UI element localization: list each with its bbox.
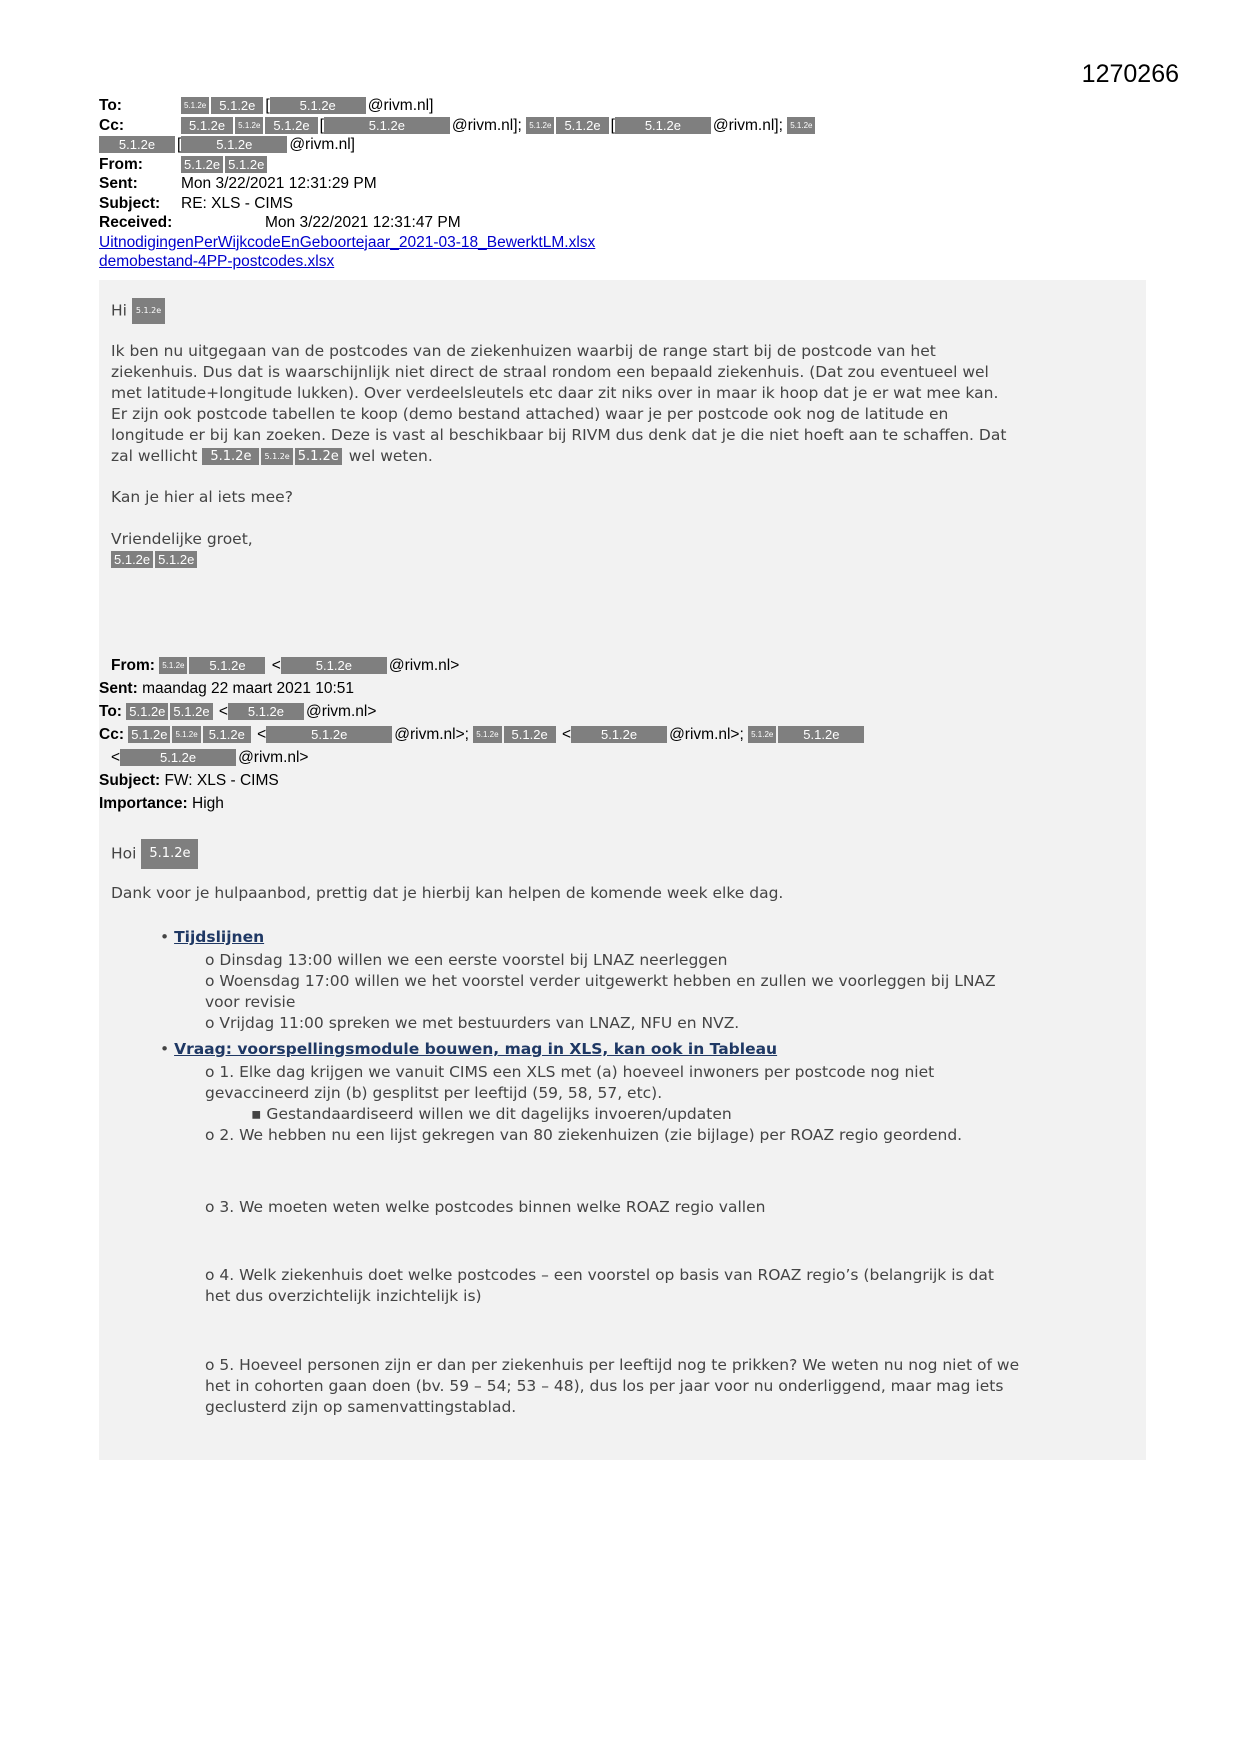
redaction: 5.1.2e [295,448,342,465]
bullet-title: Vraag: voorspellingsmodule bouwen, mag in XLS, kan ook in Tableau [174,1040,778,1058]
document-id: 1270266 [1081,60,1179,88]
redaction: 5.1.2e [211,97,263,114]
forwarded-header [99,654,1139,815]
subject-label: Subject: [99,194,161,212]
redaction: 5.1.2e [261,448,292,465]
email-domain: @rivm.nl>; [669,726,744,743]
redaction: 5.1.2e [324,117,450,134]
redaction: 5.1.2e [189,657,265,674]
attachment-link-1[interactable]: UitnodigingenPerWijkcodeEnGeboortejaar_2021-03-18_BewerktLM.xlsx [99,233,596,251]
redaction: 5.1.2e [203,726,251,743]
attachment-row [99,252,1099,272]
cc-row: Cc: 5.1.2e 5.1.2e 5.1.2e [ 5.1.2e @rivm.nl]; 5.1.2e 5.1.2e [ 5.1.2e @rivm.nl]; 5.1.2e [99,116,1099,136]
redaction: 5.1.2e [111,551,153,568]
attachment-row [99,233,1099,253]
email-domain: @rivm.nl>; [394,726,469,743]
received-label: Received: [99,214,173,231]
sub-list-1 [205,950,1105,1034]
cc-label: Cc: [99,116,124,134]
text-fragment: < [111,749,121,766]
fw-sent-label: Sent: [99,680,138,697]
redaction: 5.1.2e [526,117,554,134]
signature [111,551,1141,569]
list-item-5 [205,1355,1105,1418]
redaction: 5.1.2e [181,136,287,153]
redaction: 5.1.2e [748,726,776,743]
redaction: 5.1.2e [126,703,168,720]
fw-subject-value: FW: XLS - CIMS [164,772,279,789]
redaction: 5.1.2e [202,448,259,465]
sent-row [99,174,1099,194]
list-item-3: o 3. We moeten weten welke postcodes binnen welke ROAZ regio vallen [205,1198,766,1216]
question-line: Kan je hier al iets mee? [111,488,293,506]
list-item: o 5. Hoeveel personen zijn er dan per ziekenhuis per leeftijd nog te prikken? We weten nu nog niet of we [205,1356,1020,1374]
fw-subject-row [99,769,1139,792]
text-line: ziekenhuis. Dus dat is waarschijnlijk niet direct de straal rondom een bepaald ziekenhuis. (Dat zou eventueel wel [111,363,989,381]
text-line: met latitude+longitude lukken). Over verdeelsleutels etc daar zit niks over in maar ik hoop dat je er wat mee kan. [111,384,999,402]
sub-list-item: ▪ Gestandaardiseerd willen we dit dagelijks invoeren/updaten [251,1105,732,1123]
greeting-text: Hi [111,301,127,320]
redaction: 5.1.2e [473,726,501,743]
fw-to-row [99,700,1139,723]
text-fragment: < [257,726,267,743]
text-line: Er zijn ook postcode tabellen te koop (demo bestand attached) waar je per postcode ook nog de latitude en [111,405,949,423]
text-line: longitude er bij kan zoeken. Deze is vast al beschikbaar bij RIVM dus denk dat je die niet hoeft aan te schaffen. Dat [111,426,1007,444]
text-fragment: zal wellicht [111,447,198,465]
list-item: o Dinsdag 13:00 willen we een eerste voorstel bij LNAZ neerleggen [205,951,728,969]
bullet-tijdslijnen: • Tijdslijnen [160,928,265,946]
redaction: 5.1.2e [170,703,212,720]
redaction: 5.1.2e [556,117,608,134]
list-item: o Woensdag 17:00 willen we het voorstel verder uitgewerkt hebben en zullen we voorleggen bij LNAZ [205,972,996,990]
email-domain: @rivm.nl]; [451,116,522,134]
list-item-continued: gevaccineerd zijn (b) gesplitst per leeftijd (59, 58, 57, etc). [205,1084,663,1102]
received-value: Mon 3/22/2021 12:31:47 PM [265,214,461,231]
email-domain: @rivm.nl] [289,136,355,153]
received-row [99,213,1099,233]
fw-importance-label: Importance: [99,795,188,812]
redaction: 5.1.2e [228,703,304,720]
redaction: 5.1.2e [571,726,667,743]
text-line: Ik ben nu uitgegaan van de postcodes van de ziekenhuizen waarbij de range start bij de postcode van het [111,342,936,360]
email-domain: @rivm.nl> [388,657,460,674]
redaction: 5.1.2e [225,156,267,173]
redaction: 5.1.2e [181,117,233,134]
fw-importance-row [99,792,1139,815]
redaction: 5.1.2e [235,117,263,134]
list-item-continued: het dus overzichtelijk inzichtelijk is) [205,1287,482,1305]
redaction: 5.1.2e [504,726,556,743]
text-fragment: < [271,657,281,674]
sub-list-2 [205,1062,1105,1146]
message-body-1 [99,280,1146,655]
redaction: 5.1.2e [141,839,198,869]
list-item-continued: voor revisie [205,993,296,1011]
subject-value: RE: XLS - CIMS [181,194,293,212]
redaction: 5.1.2e [266,726,392,743]
attachment-link-2[interactable]: demobestand-4PP-postcodes.xlsx [99,253,335,270]
redaction: 5.1.2e [281,657,387,674]
redaction: 5.1.2e [120,749,236,766]
list-item-continued: geclusterd zijn op samenvattingstablad. [205,1398,517,1416]
email-domain: @rivm.nl> [305,703,377,720]
redaction: 5.1.2e [181,156,223,173]
email-domain: @rivm.nl]; [712,116,783,134]
fw-sent-row [99,677,1139,700]
list-item-4 [205,1265,1105,1307]
greeting-1 [111,298,1141,324]
from-label: From: [99,155,143,173]
redaction: 5.1.2e [155,551,197,568]
fw-to-label: To: [99,703,122,720]
email-domain: @rivm.nl] [367,97,434,114]
fw-cc-label: Cc: [99,726,124,743]
redaction: 5.1.2e [132,298,165,324]
redaction: 5.1.2e [128,726,170,743]
fw-sent-value: maandag 22 maart 2021 10:51 [142,680,355,697]
closing-line: Vriendelijke groet, [111,530,253,548]
paragraph-1 [111,341,1141,467]
to-row: To: 5.1.2e 5.1.2e [ 5.1.2e @rivm.nl] [99,97,434,114]
redaction: 5.1.2e [615,117,711,134]
to-label: To: [99,97,122,114]
fw-cc-row-continued [99,746,1139,769]
fw-from-label: From: [111,657,155,674]
fw-cc-row [99,723,1139,746]
list-item: o 1. Elke dag krijgen we vanuit CIMS een XLS met (a) hoeveel inwoners per postcode nog niet [205,1063,935,1081]
sent-label: Sent: [99,175,138,192]
list-item-continued: het in cohorten gaan doen (bv. 59 – 54; 53 – 48), dus los per jaar voor nu onderliggend, maar mag iets [205,1377,1004,1395]
greeting-text: Hoi [111,844,137,863]
list-item: o 2. We hebben nu een lijst gekregen van 80 ziekenhuizen (zie bijlage) per ROAZ regio geordend. [205,1126,963,1144]
intro-line: Dank voor je hulpaanbod, prettig dat je hierbij kan helpen de komende week elke dag. [111,884,784,902]
text-fragment: wel weten. [348,447,433,465]
fw-from-row [99,654,1139,677]
text-fragment: < [218,703,228,720]
email-domain: @rivm.nl> [238,749,309,766]
cc-row-continued: 5.1.2e [ 5.1.2e @rivm.nl] [99,135,1099,155]
from-row [99,155,1099,175]
text-line [111,446,1141,467]
fw-importance-value: High [192,795,224,812]
subject-row [99,194,1099,214]
redaction: 5.1.2e [172,726,200,743]
email-header [99,96,1099,272]
greeting-2 [111,839,1141,869]
bullet-title: Tijdslijnen [174,928,265,946]
sent-value: Mon 3/22/2021 12:31:29 PM [181,175,377,192]
redaction: 5.1.2e [265,117,317,134]
redaction: 5.1.2e [778,726,864,743]
redaction: 5.1.2e [159,657,187,674]
redaction: 5.1.2e [787,117,815,134]
list-item: o 4. Welk ziekenhuis doet welke postcodes – een voorstel op basis van ROAZ regio’s (belangrijk is dat [205,1266,994,1284]
bullet-vraag: • Vraag: voorspellingsmodule bouwen, mag in XLS, kan ook in Tableau [160,1040,778,1058]
redaction: 5.1.2e [181,97,209,114]
text-fragment: < [562,726,572,743]
redaction: 5.1.2e [270,97,366,114]
redaction: 5.1.2e [99,136,175,153]
fw-subject-label: Subject: [99,772,161,789]
list-item: o Vrijdag 11:00 spreken we met bestuurders van LNAZ, NFU en NVZ. [205,1014,740,1032]
